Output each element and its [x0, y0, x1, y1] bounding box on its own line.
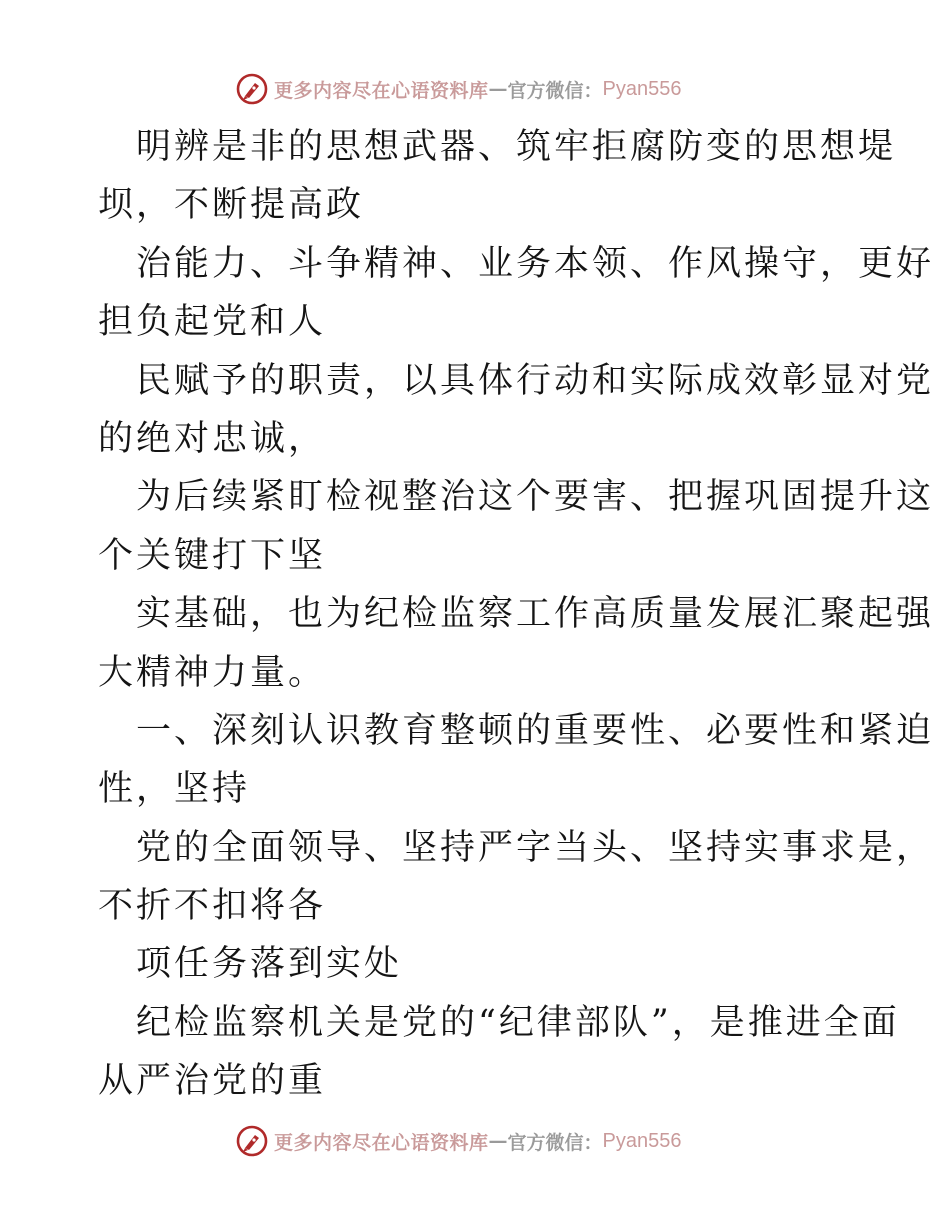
pen-nib-logo-icon [236, 73, 268, 105]
body-text [98, 118, 935, 1111]
watermark-wechat-id: Pyan556 [602, 1129, 682, 1152]
text-line: 担负起党和人 [98, 302, 327, 343]
watermark-separator: — [488, 78, 508, 100]
watermark-separator: — [488, 1130, 508, 1152]
watermark-site-text: 更多内容尽在心语资料库 [274, 79, 489, 102]
section-heading-line: 党的全面领导、坚持严字当头、坚持实事求是， [136, 827, 935, 868]
text-line: 纪检监察机关是党的“纪律部队”，是推进全面 [136, 1002, 900, 1043]
pen-nib-logo-icon [236, 1125, 268, 1157]
watermark-wechat-label: 官方微信： [507, 1131, 603, 1154]
text-line: 治能力、斗争精神、业务本领、作风操守，更好 [136, 243, 935, 284]
text-line: 坝，不断提高政 [98, 185, 365, 226]
watermark-wechat-id: Pyan556 [602, 77, 682, 100]
watermark-wechat-label: 官方微信： [507, 79, 603, 102]
text-line: 实基础，也为纪检监察工作高质量发展汇聚起强 [136, 594, 935, 635]
section-heading-line: 一、深刻认识教育整顿的重要性、必要性和紧迫 [136, 710, 935, 751]
text-line: 明辨是非的思想武器、筑牢拒腐防变的思想堤 [136, 127, 897, 167]
text-line: 民赋予的职责，以具体行动和实际成效彰显对党 [136, 360, 935, 401]
section-heading-line: 不折不扣将各 [98, 886, 327, 927]
text-line: 个关键打下坚 [98, 535, 327, 576]
text-line: 的绝对忠诚， [98, 418, 327, 459]
header-watermark [236, 72, 682, 106]
watermark-site-text: 更多内容尽在心语资料库 [274, 1131, 489, 1154]
text-line: 从严治党的重 [98, 1061, 327, 1102]
section-heading-line: 项任务落到实处 [136, 944, 403, 985]
text-line: 为后续紧盯检视整治这个要害、把握巩固提升这 [136, 477, 935, 518]
text-line: 大精神力量。 [98, 652, 327, 693]
section-heading-line: 性，坚持 [98, 769, 251, 810]
footer-watermark [236, 1124, 682, 1158]
